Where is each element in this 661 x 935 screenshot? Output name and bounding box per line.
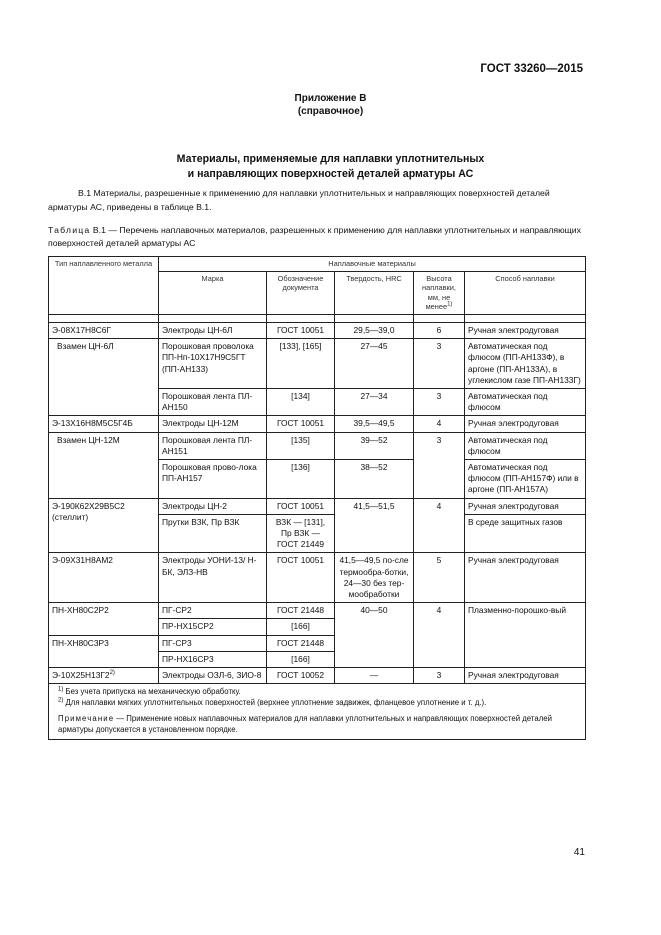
cell-hardness: 27—34 <box>335 388 414 415</box>
cell-type: Взамен ЦН-12М <box>49 432 159 498</box>
cell-method: Автоматическая под флюсом <box>465 432 586 459</box>
cell-method: В среде защитных газов <box>465 514 586 553</box>
cell-brand: ПР-НХ16СР3 <box>159 651 267 667</box>
cell-document: [166] <box>267 619 335 635</box>
table-row <box>49 322 586 338</box>
cell-method: Плазменно-порошко-вый <box>465 603 586 668</box>
cell-type: ПН-ХН80С2Р2 <box>49 603 159 635</box>
cell-method: Ручная электродуговая <box>465 416 586 432</box>
table-row <box>49 339 586 389</box>
cell-type: ПН-ХН80С3Р3 <box>49 635 159 667</box>
cell-brand: Порошковая лента ПЛ-АН150 <box>159 388 267 415</box>
cell-brand: Порошковая лента ПЛ-АН151 <box>159 432 267 459</box>
cell-document: ВЗК — [131], Пр ВЗК — ГОСТ 21449 <box>267 514 335 553</box>
cell-hardness: 41,5—51,5 <box>335 498 414 553</box>
cell-method: Автоматическая под флюсом (ПП-АН157Ф) или в аргоне (ПП-АН157А) <box>465 460 586 499</box>
cell-document: [134] <box>267 388 335 415</box>
cell-document: [136] <box>267 460 335 499</box>
cell-method: Автоматическая под флюсом (ПП-АН133Ф), в аргоне (ПП-АН133А), в углекислом газе ПП-АН133Г) <box>465 339 586 389</box>
cell-document: ГОСТ 10051 <box>267 553 335 603</box>
cell-height: 3 <box>414 339 465 389</box>
cell-hardness: 29,5—39,0 <box>335 322 414 338</box>
header-type: Тип наплавленного металла <box>49 257 159 315</box>
footnotes-row <box>49 684 586 740</box>
cell-document: [135] <box>267 432 335 459</box>
cell-hardness: 27—45 <box>335 339 414 389</box>
table-row <box>49 553 586 603</box>
annex-heading <box>0 92 661 118</box>
cell-type: Э-10Х25Н13Г2$^{2)}$ <box>49 668 159 684</box>
cell-method: Ручная электродуговая <box>465 322 586 338</box>
materials-table <box>48 256 586 740</box>
footnotes <box>49 684 586 740</box>
cell-brand: Электроды ОЗЛ-6, ЗИО-8 <box>159 668 267 684</box>
cell-type: Э-13Х16Н8М5С5Г4Б <box>49 416 159 432</box>
cell-height: 4 <box>414 603 465 668</box>
section-title-line1: Материалы, применяемые для наплавки уплотнительных <box>176 153 485 165</box>
cell-brand: ПР-НХ15СР2 <box>159 619 267 635</box>
cell-hardness: 39—52 <box>335 432 414 459</box>
header-hardness: Твердость, HRC <box>335 271 414 314</box>
header-method: Способ наплавки <box>465 271 586 314</box>
cell-document: ГОСТ 10051 <box>267 498 335 514</box>
cell-height: 6 <box>414 322 465 338</box>
cell-brand: Прутки ВЗК, Пр ВЗК <box>159 514 267 553</box>
cell-hardness: 40—50 <box>335 603 414 668</box>
table-row <box>49 416 586 432</box>
cell-type: Э-09Х31Н8АМ2 <box>49 553 159 603</box>
table-caption-label: Таблица <box>48 225 91 235</box>
cell-document: [133], [165] <box>267 339 335 389</box>
section-title-line2: и направляющих поверхностей деталей арматуры АС <box>187 168 474 180</box>
document-code: ГОСТ 33260—2015 <box>480 63 583 75</box>
cell-type: Э-08Х17Н8С6Г <box>49 322 159 338</box>
cell-height: 4 <box>414 498 465 553</box>
cell-brand: Порошковая прово-лока ПП-АН157 <box>159 460 267 499</box>
cell-brand: Электроды ЦН-12М <box>159 416 267 432</box>
cell-brand: Электроды ЦН-2 <box>159 498 267 514</box>
cell-brand: Порошковая проволока ПП-Нп-10Х17Н9С5ГТ (ПП-АН133) <box>159 339 267 389</box>
annex-subtitle: (справочное) <box>297 106 364 117</box>
cell-hardness: 38—52 <box>335 460 414 499</box>
header-document: Обозначение документа <box>267 271 335 314</box>
header-height: Высота наплавки, мм, не менее$^{1)}$ <box>414 271 465 314</box>
intro-paragraph: В.1 Материалы, разрешенные к применению для наплавки уплотнительных и направляющих поверхностей деталей арматуры АС, приведены в таблице В.1. <box>48 188 550 212</box>
table-row <box>49 603 586 619</box>
cell-method: Ручная электродуговая <box>465 668 586 684</box>
annex-title: Приложение В <box>294 93 367 104</box>
cell-document: ГОСТ 21448 <box>267 603 335 619</box>
table-caption-text: В.1 — Перечень наплавочных материалов, разрешенных к применению для наплавки уплотнительных и направляющих поверхностей деталей арматуры АС <box>48 225 581 248</box>
cell-document: ГОСТ 10051 <box>267 416 335 432</box>
cell-method: Ручная электродуговая <box>465 498 586 514</box>
cell-brand: Электроды ЦН-6Л <box>159 322 267 338</box>
cell-hardness: — <box>335 668 414 684</box>
cell-document: [166] <box>267 651 335 667</box>
cell-hardness: 41,5—49,5 по-сле термообра-ботки, 24—30 без тер-мообработки <box>335 553 414 603</box>
cell-height: 5 <box>414 553 465 603</box>
cell-hardness: 39,5—49,5 <box>335 416 414 432</box>
cell-height: 3 <box>414 388 465 415</box>
cell-method: Автоматическая под флюсом <box>465 388 586 415</box>
table-caption <box>48 224 585 250</box>
footnote-1: $^{1)}$ Без учета припуска на механическую обработку. <box>58 686 241 697</box>
cell-brand: ПГ-СР2 <box>159 603 267 619</box>
cell-method: Ручная электродуговая <box>465 553 586 603</box>
cell-height: 3 <box>414 432 465 498</box>
table-row <box>49 668 586 684</box>
cell-height: 4 <box>414 416 465 432</box>
cell-document: ГОСТ 10051 <box>267 322 335 338</box>
cell-type: Э-190К62Х29В5С2 (стеллит) <box>49 498 159 553</box>
table-row <box>49 498 586 514</box>
cell-type: Взамен ЦН-6Л <box>49 339 159 416</box>
header-materials-group: Наплавочные материалы <box>159 257 586 272</box>
cell-document: ГОСТ 10052 <box>267 668 335 684</box>
footnote-2: $^{2)}$ Для наплавки мягких уплотнительных поверхностей (верхнее уплотнение задвижек, фланцевое уплотнение и т. д.). <box>58 697 487 708</box>
cell-brand: ПГ-СР3 <box>159 635 267 651</box>
cell-height: 3 <box>414 668 465 684</box>
cell-brand: Электроды УОНИ-13/ Н-БК, ЭЛЗ-НВ <box>159 553 267 603</box>
header-brand: Марка <box>159 271 267 314</box>
page-number: 41 <box>573 847 585 858</box>
table-row <box>49 432 586 459</box>
table-note: Примечание — Применение новых наплавочных материалов для наплавки уплотнительных и направляющих поверхностей деталей арматуры допускается в установленном порядке. <box>58 714 552 735</box>
section-title <box>0 152 661 182</box>
cell-document: ГОСТ 21448 <box>267 635 335 651</box>
